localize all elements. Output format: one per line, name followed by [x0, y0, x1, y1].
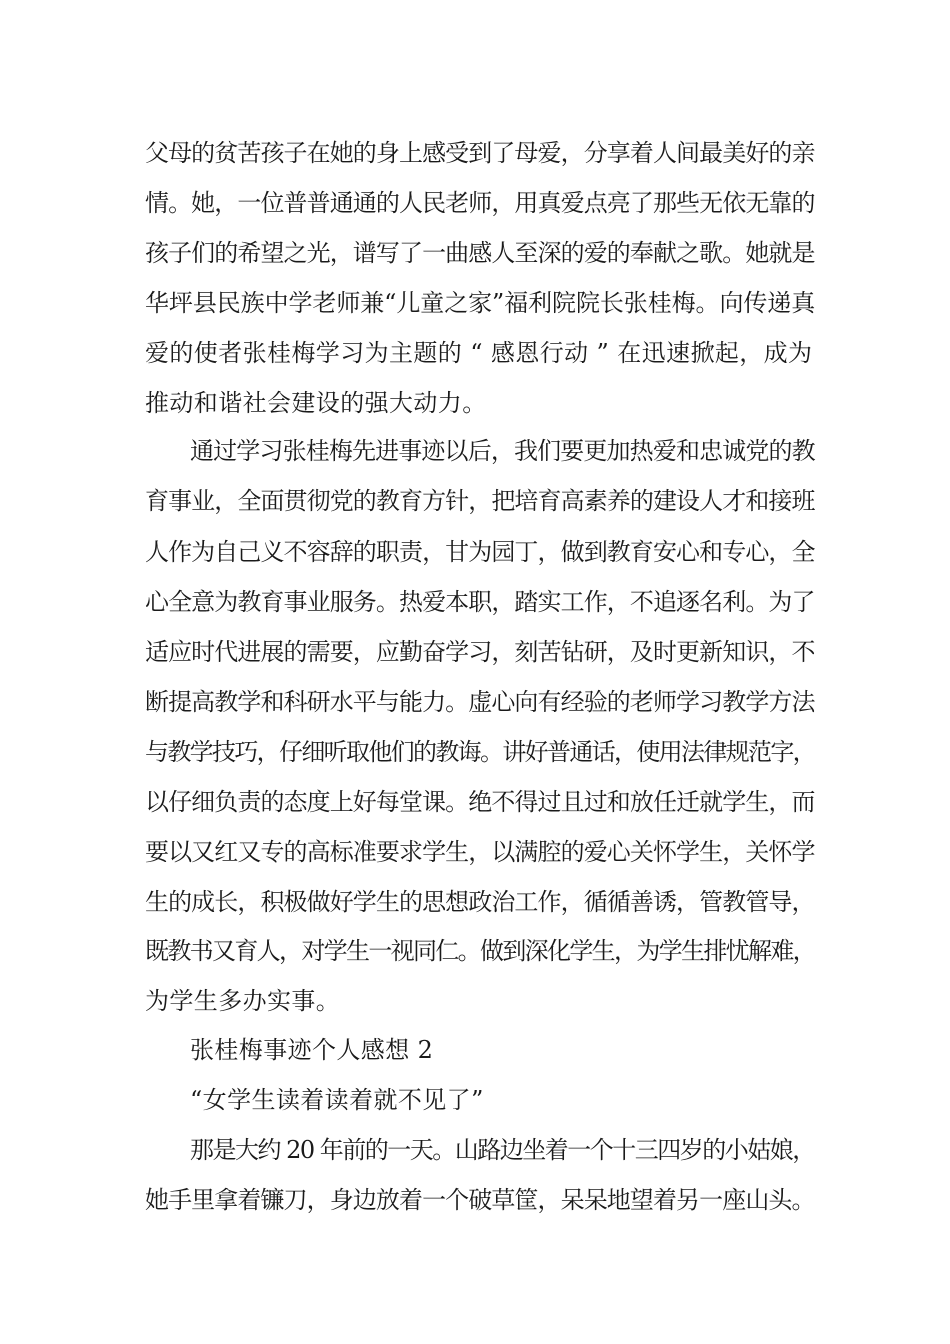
paragraph-line: 爱的使者张桂梅学习为主题的 “ 感恩行动 ” 在迅速掀起，成为: [145, 339, 813, 367]
paragraph-line: 那是大约 20 年前的一天。山路边坐着一个十三四岁的小姑娘，: [190, 1136, 815, 1164]
paragraph-line: 要以又红又专的高标准要求学生，以满腔的爱心关怀学生，关怀学: [145, 838, 815, 866]
paragraph-line: 华坪县民族中学老师兼“儿童之家”福利院院长张桂梅。向传递真: [145, 289, 816, 317]
paragraph-line: 生的成长，积极做好学生的思想政治工作，循循善诱，管教管导，: [145, 888, 815, 916]
paragraph-line: 通过学习张桂梅先进事迹以后，我们要更加热爱和忠诚党的教: [190, 437, 815, 465]
paragraph-line: 为学生多办实事。: [145, 987, 341, 1015]
paragraph-line: 以仔细负责的态度上好每堂课。绝不得过且过和放任迁就学生，而: [145, 788, 815, 816]
paragraph-line: 孩子们的希望之光，谱写了一曲感人至深的爱的奉献之歌。她就是: [145, 239, 815, 267]
paragraph-line: 既教书又育人，对学生一视同仁。做到深化学生，为学生排忧解难，: [145, 937, 815, 965]
paragraph-line: 与教学技巧，仔细听取他们的教诲。讲好普通话，使用法律规范字，: [145, 738, 815, 766]
paragraph-line: 适应时代进展的需要，应勤奋学习，刻苦钻研，及时更新知识，不: [145, 638, 815, 666]
paragraph-line: 父母的贫苦孩子在她的身上感受到了母爱，分享着人间最美好的亲: [145, 139, 815, 167]
paragraph-line: 情。她，一位普普通通的人民老师，用真爱点亮了那些无依无靠的: [145, 189, 815, 217]
paragraph-line: 心全意为教育事业服务。热爱本职，踏实工作，不追逐名利。为了: [145, 588, 815, 616]
paragraph-line: 她手里拿着镰刀，身边放着一个破草筐，呆呆地望着另一座山头。: [145, 1186, 815, 1214]
paragraph-line: 推动和谐社会建设的强大动力。: [145, 389, 487, 417]
paragraph-line: 断提高教学和科研水平与能力。虚心向有经验的老师学习教学方法: [145, 688, 815, 716]
paragraph-line: 育事业，全面贯彻党的教育方针，把培育高素养的建设人才和接班: [145, 487, 815, 515]
section-title: 张桂梅事迹个人感想 2: [190, 1036, 434, 1064]
section-subtitle: “女学生读着读着就不见了”: [190, 1086, 484, 1114]
paragraph-line: 人作为自己义不容辞的职责，甘为园丁，做到教育安心和专心，全: [145, 538, 815, 566]
